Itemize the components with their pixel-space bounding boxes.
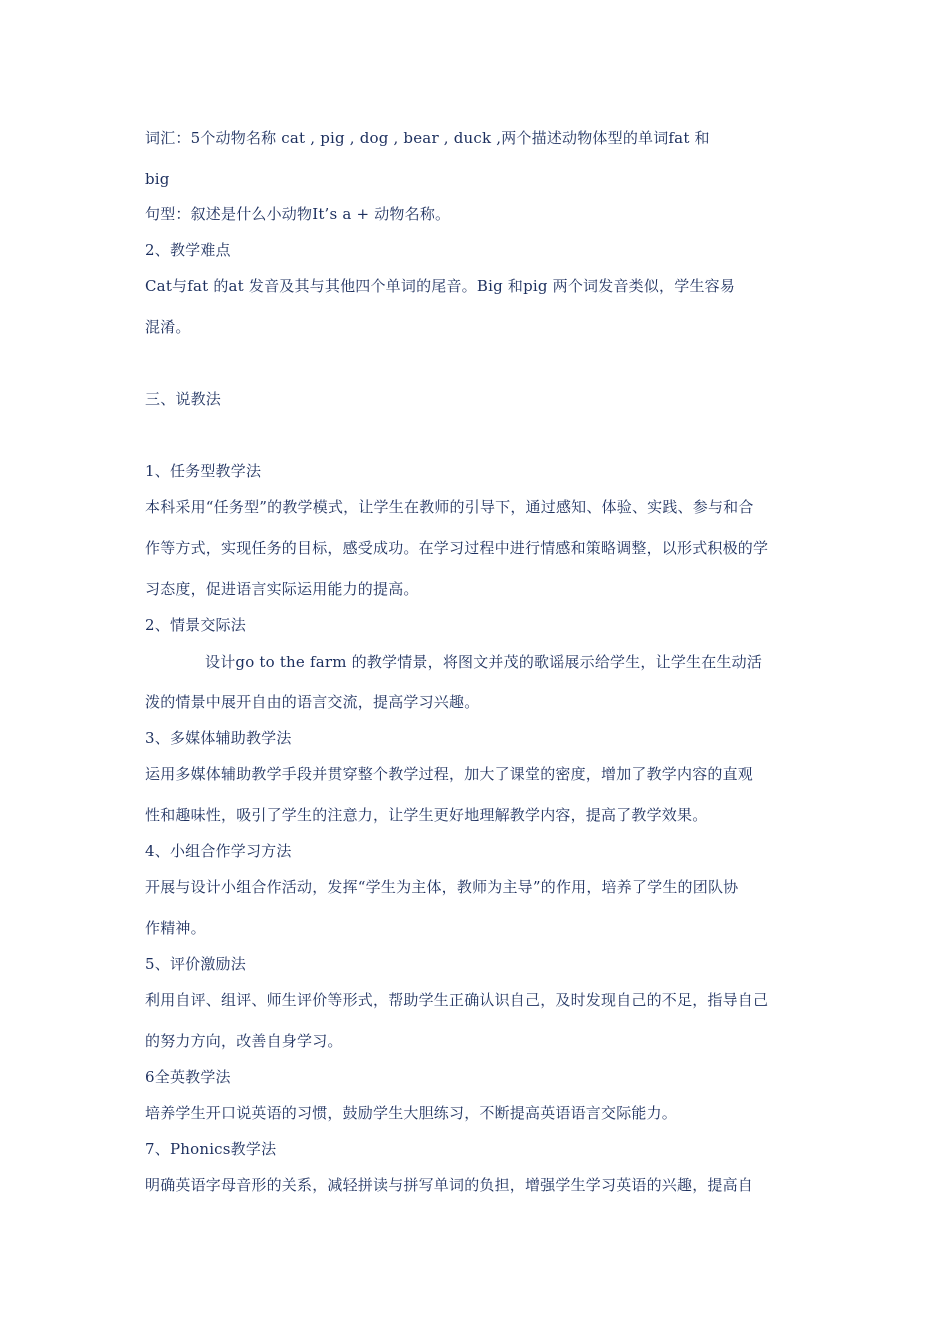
heading-multimedia-method: 3、多媒体辅助教学法 [145, 729, 292, 747]
section-heading-teaching-methods: 三、说教法 [145, 390, 222, 408]
heading-task-based-method: 1、任务型教学法 [145, 462, 262, 480]
vocabulary-text: 词汇：5个动物名称 cat , pig , dog , bear , duck ,两个描述动物体型的单词fat 和 [145, 129, 710, 147]
heading-phonics-method: 7、Phonics教学法 [145, 1140, 277, 1158]
vocabulary-text-continued: big [145, 170, 170, 188]
difficulty-text-continued: 混淆。 [145, 318, 191, 336]
situational-text-1: 设计go to the farm 的教学情景，将图文并茂的歌谣展示给学生，让学生在生动活 [205, 653, 763, 671]
phonics-text: 明确英语字母音形的关系，减轻拼读与拼写单词的负担，增强学生学习英语的兴趣，提高自 [145, 1176, 754, 1194]
heading-all-english-method: 6全英教学法 [145, 1068, 231, 1086]
evaluation-text-2: 的努力方向，改善自身学习。 [145, 1032, 343, 1050]
all-english-text: 培养学生开口说英语的习惯，鼓励学生大胆练习，不断提高英语语言交际能力。 [145, 1104, 678, 1122]
task-based-text-2: 作等方式，实现任务的目标，感受成功。在学习过程中进行情感和策略调整，以形式积极的学 [145, 539, 769, 557]
group-cooperation-text-1: 开展与设计小组合作活动，发挥“学生为主体，教师为主导”的作用，培养了学生的团队协 [145, 878, 739, 896]
heading-group-cooperation-method: 4、小组合作学习方法 [145, 842, 292, 860]
sentence-pattern-text: 句型：叙述是什么小动物It’s a + 动物名称。 [145, 205, 451, 223]
task-based-text-3: 习态度，促进语言实际运用能力的提高。 [145, 580, 419, 598]
task-based-text-1: 本科采用“任务型”的教学模式，让学生在教师的引导下，通过感知、体验、实践、参与和合 [145, 498, 754, 516]
situational-text-2: 泼的情景中展开自由的语言交流，提高学习兴趣。 [145, 693, 480, 711]
multimedia-text-2: 性和趣味性，吸引了学生的注意力，让学生更好地理解教学内容，提高了教学效果。 [145, 806, 708, 824]
evaluation-text-1: 利用自评、组评、师生评价等形式，帮助学生正确认识自己，及时发现自己的不足，指导自己 [145, 991, 769, 1009]
group-cooperation-text-2: 作精神。 [145, 919, 206, 937]
heading-teaching-difficulty: 2、教学难点 [145, 241, 231, 259]
heading-evaluation-method: 5、评价激励法 [145, 955, 246, 973]
difficulty-text: Cat与fat 的at 发音及其与其他四个单词的尾音。Big 和pig 两个词发音类似，学生容易 [145, 277, 736, 295]
heading-situational-method: 2、情景交际法 [145, 616, 246, 634]
multimedia-text-1: 运用多媒体辅助教学手段并贯穿整个教学过程，加大了课堂的密度，增加了教学内容的直观 [145, 765, 754, 783]
